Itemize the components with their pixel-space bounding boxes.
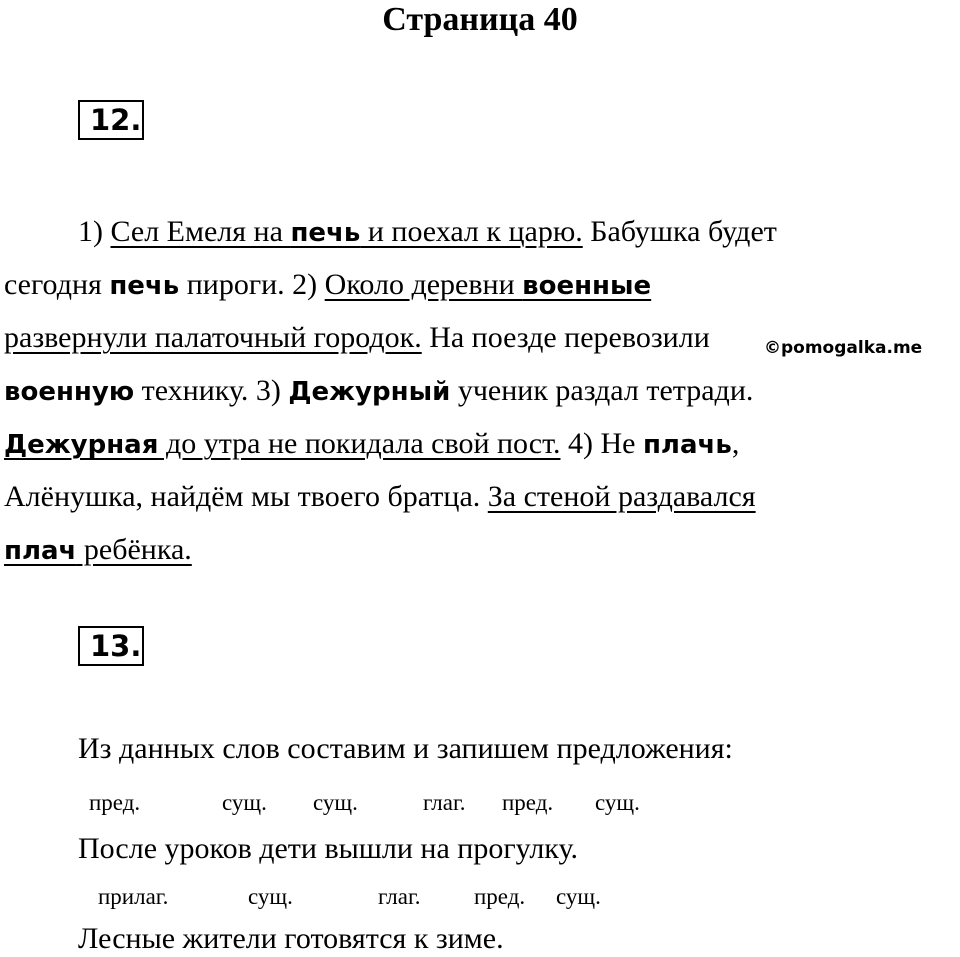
task-12-text	[4, 205, 960, 576]
highlighted-word: плач	[4, 536, 77, 566]
text-segment: На поезде перевозили	[421, 321, 710, 354]
pos-label: глаг.	[423, 790, 466, 815]
highlighted-word: печь	[290, 218, 361, 248]
page-title: Страница 40	[382, 1, 578, 38]
text-segment: Бабушка будет	[582, 215, 777, 248]
task-12-number: 12.	[78, 100, 144, 140]
sentence-2: Лесные жители готовятся к зиме.	[78, 922, 504, 955]
text-segment: ученик раздал тетради.	[450, 374, 754, 407]
text-segment: ребёнка.	[76, 533, 192, 566]
text-segment: Около деревни	[324, 268, 523, 301]
pos-label: глаг.	[378, 884, 421, 909]
pos-label: сущ.	[222, 790, 267, 815]
pos-label: пред.	[474, 884, 526, 909]
text-segment: ,	[731, 427, 740, 460]
pos-label: сущ.	[556, 884, 601, 909]
paragraph-line	[4, 470, 960, 523]
text-segment: Сел Емеля на	[110, 215, 291, 248]
pos-label: сущ.	[248, 884, 293, 909]
text-segment: развернули палаточный городок.	[4, 321, 422, 354]
watermark: ©pomogalka.me	[764, 338, 923, 358]
pos-label: пред.	[89, 790, 141, 815]
paragraph-line	[4, 205, 960, 258]
paragraph-line	[4, 364, 960, 417]
pos-label: сущ.	[313, 790, 358, 815]
highlighted-word: Дежурная	[4, 430, 159, 460]
text-segment: Алёнушка, найдём мы твоего братца.	[4, 480, 488, 513]
text-segment: до утра не покидала свой пост.	[158, 427, 561, 460]
text-segment: сегодня	[4, 268, 110, 301]
highlighted-word: печь	[109, 271, 180, 301]
text-segment: За стеной раздавался	[487, 480, 756, 513]
text-segment: 4) Не	[560, 427, 643, 460]
text-segment: 1)	[78, 215, 111, 248]
highlighted-word: Дежурный	[288, 377, 451, 407]
highlighted-word: военную	[4, 377, 135, 407]
text-segment: пироги. 2)	[179, 268, 325, 301]
pos-label: прилаг.	[98, 884, 169, 909]
pos-label: пред.	[502, 790, 554, 815]
text-segment: технику. 3)	[134, 374, 289, 407]
paragraph-line	[4, 258, 960, 311]
highlighted-word: плачь	[642, 430, 732, 460]
sentence-1: После уроков дети вышли на прогулку.	[78, 832, 578, 865]
highlighted-word: военные	[522, 271, 652, 301]
paragraph-line	[4, 523, 960, 576]
pos-label: сущ.	[595, 790, 640, 815]
paragraph-line	[4, 417, 960, 470]
task-13-number: 13.	[78, 626, 144, 666]
text-segment: и поехал к царю.	[360, 215, 583, 248]
task-13-intro: Из данных слов составим и запишем предложения:	[78, 732, 733, 765]
